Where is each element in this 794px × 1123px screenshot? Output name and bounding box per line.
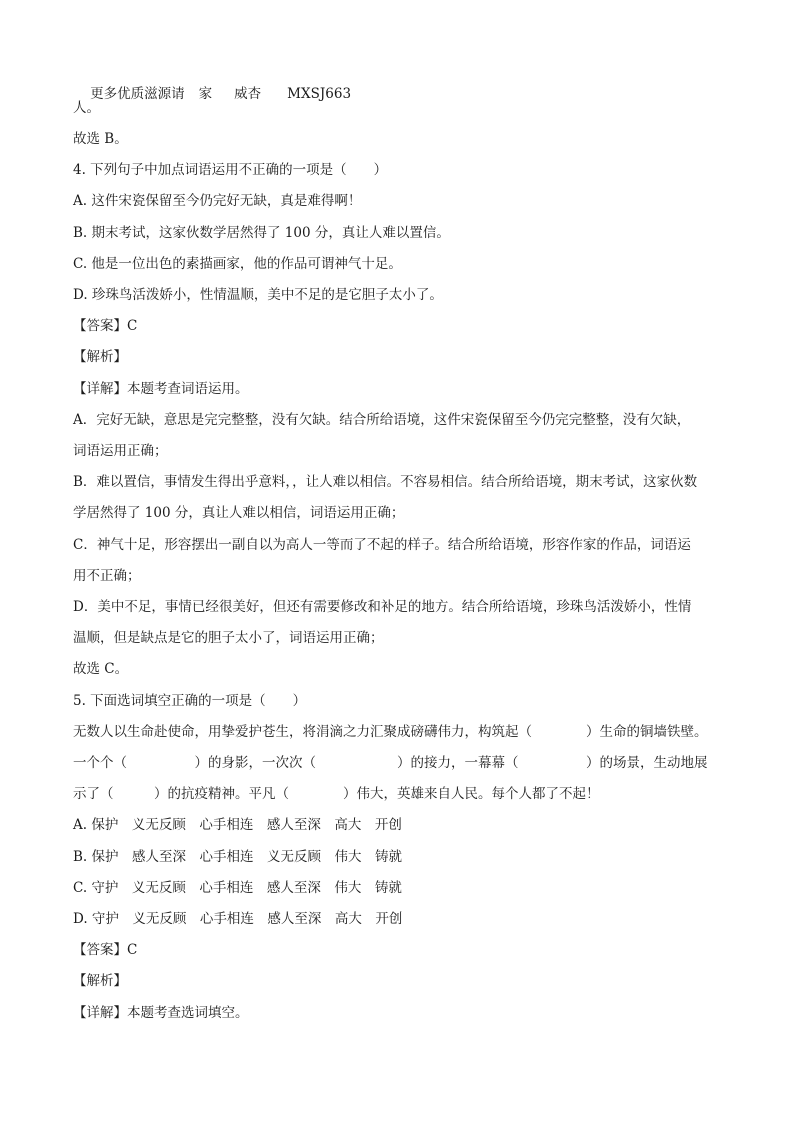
page-header bbox=[73, 67, 351, 121]
question-5-stem: 5. 下面选词填空正确的一项是（ ） bbox=[73, 693, 307, 709]
header-text-1: 更多优质滋源请 bbox=[90, 86, 185, 102]
detail-label: 【详解】本题考查词语运用。 bbox=[73, 381, 249, 397]
question-4-option-c: C. 他是一位出色的素描画家，他的作品可谓神气十足。 bbox=[73, 256, 402, 272]
analysis-label: 【解析】 bbox=[73, 973, 127, 989]
answer-label: 【答案】C bbox=[73, 318, 138, 334]
text-line: 词语运用正确； bbox=[73, 443, 168, 459]
question-4-option-d: D. 珍珠鸟活泼娇小，性情温顺，美中不足的是它胆子太小了。 bbox=[73, 287, 443, 303]
text-line: 示了（ ）的抗疫精神。平凡（ ）伟大，英雄来自人民。每个人都了不起！ bbox=[73, 786, 600, 802]
header-text-2: 家 bbox=[198, 86, 213, 102]
text-line: 学居然得了 100 分，真让人难以相信，词语运用正确； bbox=[73, 505, 405, 521]
text-line: 用不正确； bbox=[73, 568, 141, 584]
question-5-option-d: D. 守护 义无反顾 心手相连 感人至深 高大 开创 bbox=[73, 911, 403, 927]
text-line: 一个个（ ）的身影，一次次（ ）的接力，一幕幕（ ）的场景，生动地展 bbox=[73, 755, 708, 771]
text-line: 故选 C。 bbox=[73, 661, 129, 677]
text-line: 人。 bbox=[73, 100, 100, 116]
text-line: 故选 B。 bbox=[73, 131, 128, 147]
text-line: C．神气十足，形容摆出一副自以为高人一等而了不起的样子。结合所给语境，形容作家的作品，词语运 bbox=[73, 537, 691, 553]
question-4-stem: 4. 下列句子中加点词语运用不正确的一项是（ ） bbox=[73, 162, 388, 178]
question-5-option-a: A. 保护 义无反顾 心手相连 感人至深 高大 开创 bbox=[73, 817, 402, 833]
answer-label: 【答案】C bbox=[73, 942, 138, 958]
question-5-option-b: B. 保护 感人至深 心手相连 义无反顾 伟大 铸就 bbox=[73, 849, 403, 865]
detail-label: 【详解】本题考查选词填空。 bbox=[73, 1005, 249, 1021]
text-line: 无数人以生命赴使命，用挚爱护苍生，将涓滴之力汇聚成磅礴伟力，构筑起（ ）生命的铜墙铁壁。 bbox=[73, 724, 708, 740]
text-line: D．美中不足，事情已经很美好，但还有需要修改和补足的地方。结合所给语境，珍珠鸟活泼娇小，性情 bbox=[73, 599, 692, 615]
header-text-4: MXSJ663 bbox=[287, 86, 352, 102]
header-text-3: 威杏 bbox=[234, 86, 262, 102]
analysis-label: 【解析】 bbox=[73, 349, 127, 365]
text-line: A．完好无缺，意思是完完整整，没有欠缺。结合所给语境，这件宋瓷保留至今仍完完整整，没有欠缺， bbox=[73, 412, 691, 428]
question-4-option-a: A. 这件宋瓷保留至今仍完好无缺，真是难得啊！ bbox=[73, 193, 362, 209]
text-line: 温顺，但是缺点是它的胆子太小了，词语运用正确； bbox=[73, 630, 384, 646]
question-5-option-c: C. 守护 义无反顾 心手相连 感人至深 伟大 铸就 bbox=[73, 880, 402, 896]
text-line: B．难以置信，事情发生得出乎意料，，让人难以相信。不容易相信。结合所给语境，期末考试，这家伙数 bbox=[73, 474, 698, 490]
question-4-option-b: B. 期末考试，这家伙数学居然得了 100 分，真让人难以置信。 bbox=[73, 225, 450, 241]
